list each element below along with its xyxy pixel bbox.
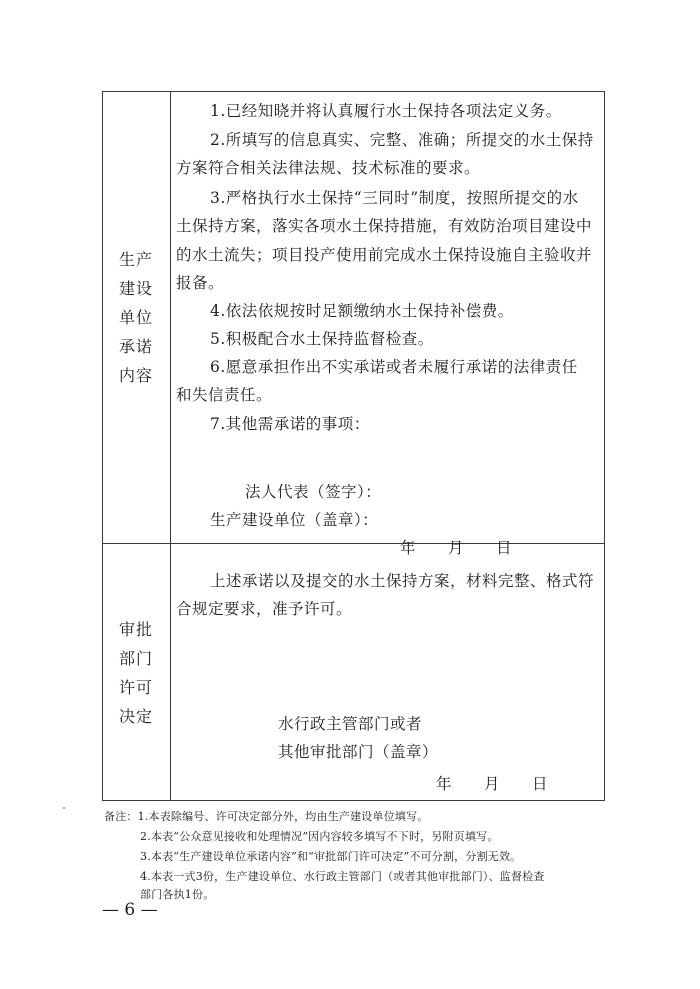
column-divider xyxy=(170,91,171,801)
commitment-label-line: 生产 xyxy=(118,249,153,269)
approval-dept-seal: 其他审批部门（盖章） xyxy=(278,743,439,761)
note-3: 3.本表“生产建设单位承诺内容”和“审批部门许可决定”不可分割，分割无效。 xyxy=(140,850,522,863)
row-divider xyxy=(102,543,605,544)
commitment-item-7: 7.其他需承诺的事项： xyxy=(210,415,370,433)
note-2: 2.本表“公众意见接收和处理情况”因内容较多填写不下时，另附页填写。 xyxy=(140,830,499,843)
legal-rep-signature: 法人代表（签字）： xyxy=(245,483,382,501)
note-4: 4.本表一式3份，生产建设单位、水行政主管部门（或者其他审批部门）、监督检查 xyxy=(140,870,545,883)
approval-label-line: 许可 xyxy=(118,678,153,697)
commitment-label-line: 承诺 xyxy=(118,336,153,356)
unit-seal: 生产建设单位（盖章）： xyxy=(210,511,379,529)
approval-dept: 水行政主管部门或者 xyxy=(278,715,423,733)
commitment-item-3-cont: 的水土流失；项目投产使用前完成水土保持设施自主验收并 xyxy=(176,246,593,264)
scan-dot xyxy=(63,807,65,809)
commitment-item-6-cont: 和失信责任。 xyxy=(176,386,273,404)
commitment-date: 年 月 日 xyxy=(400,539,513,557)
commitment-item-3-cont: 土保持方案，落实各项水土保持措施，有效防治项目建设中 xyxy=(176,217,593,235)
approval-label-line: 决定 xyxy=(118,707,153,726)
approval-text: 上述承诺以及提交的水土保持方案，材料完整、格式符 xyxy=(210,572,595,590)
approval-label-line: 审批 xyxy=(118,620,153,639)
commitment-item-3: 3.严格执行水土保持“三同时”制度，按照所提交的水 xyxy=(210,189,579,207)
approval-date: 年 月 日 xyxy=(436,775,549,793)
commitment-label-line: 建设 xyxy=(118,278,153,298)
commitment-label-line: 内容 xyxy=(118,365,153,385)
commitment-item-3-cont: 报备。 xyxy=(176,274,225,292)
commitment-item-2-cont: 方案符合相关法律法规、技术标准的要求。 xyxy=(176,159,481,177)
commitment-item-6: 6.愿意承担作出不实承诺或者未履行承诺的法律责任 xyxy=(210,358,578,376)
page-number: — 6 — xyxy=(102,900,158,920)
approval-text-cont: 合规定要求，准予许可。 xyxy=(176,600,353,618)
note-4-cont: 部门各执1份。 xyxy=(140,888,215,901)
commitment-item-1: 1.已经知晓并将认真履行水土保持各项法定义务。 xyxy=(210,102,562,120)
commitment-label xyxy=(104,91,168,543)
approval-label-line: 部门 xyxy=(118,649,153,668)
approval-label xyxy=(104,545,168,801)
commitment-label-line: 单位 xyxy=(118,307,153,327)
note-1: 备注：1.本表除编号、许可决定部分外，均由生产建设单位填写。 xyxy=(104,810,429,823)
commitment-item-2: 2.所填写的信息真实、完整、准确；所提交的水土保持 xyxy=(210,131,594,149)
commitment-item-4: 4.依法依规按时足额缴纳水土保持补偿费。 xyxy=(210,302,514,320)
commitment-item-5: 5.积极配合水土保持监督检查。 xyxy=(210,330,434,348)
